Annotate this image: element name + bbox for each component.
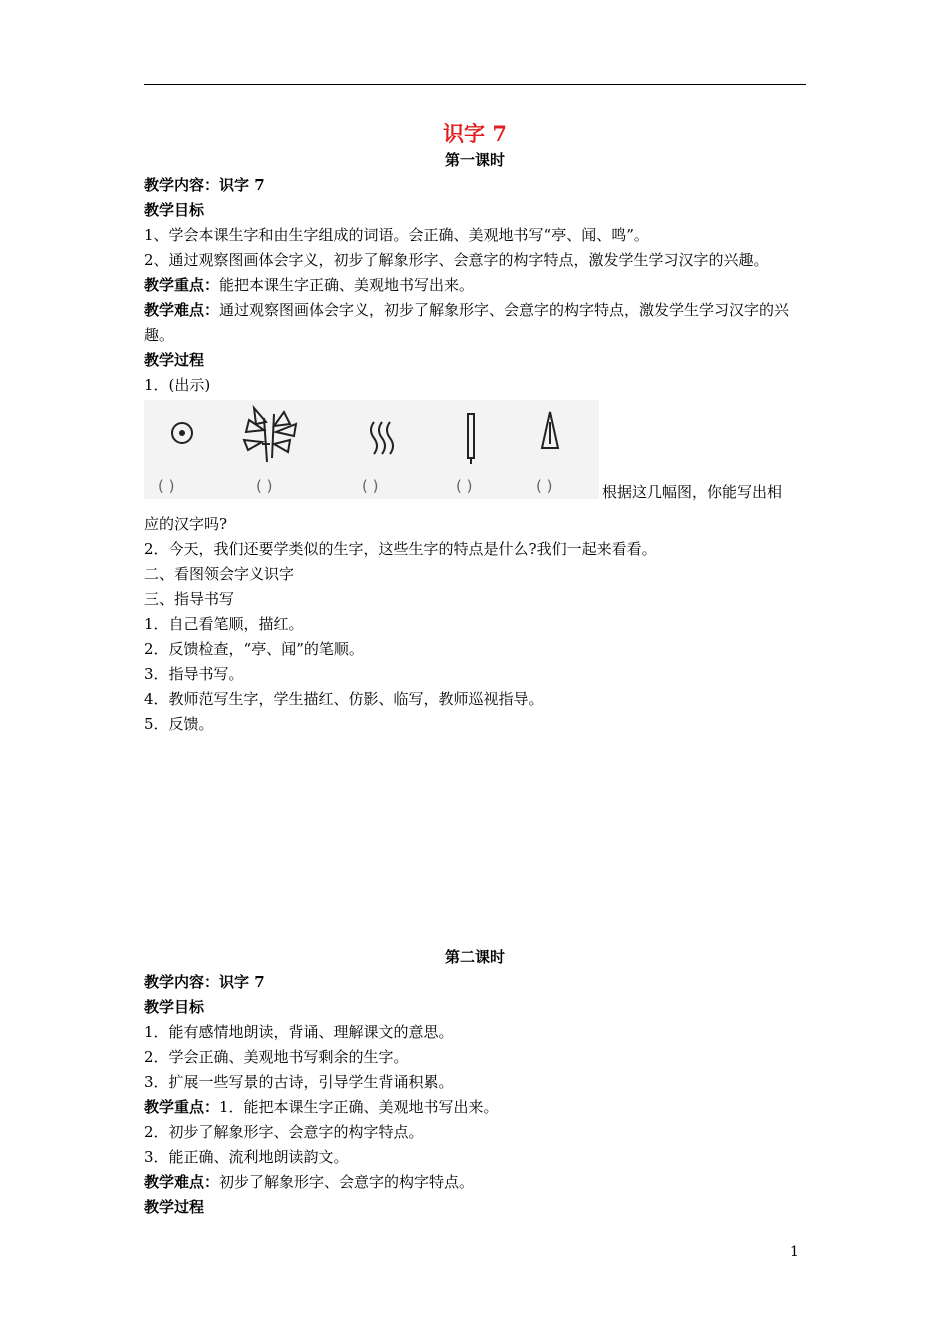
section-3: 三、指导书写 <box>144 590 235 608</box>
writing-step-2: 2．反馈检查，“亭、闻”的笔顺。 <box>144 640 364 658</box>
lesson2-key <box>144 1095 806 1120</box>
lesson2-goals-label: 教学目标 <box>144 998 205 1016</box>
lesson2-goal-3: 3．扩展一些写景的古诗，引导学生背诵积累。 <box>144 1073 454 1091</box>
section-2: 二、看图领会字义识字 <box>144 565 295 583</box>
key-value: 能把本课生字正确、美观地书写出来。 <box>219 276 475 294</box>
lesson1-content <box>144 173 806 198</box>
blank-parens-5: ( ) <box>536 477 553 495</box>
pictograph-row <box>144 400 806 500</box>
lesson1-goal-1: 1、学会本课生字和由生字组成的词语。会正确、美观地书写“亭、闻、鸣”。 <box>144 226 649 244</box>
lesson2-heading: 第二课时 <box>444 948 505 966</box>
spacer <box>144 737 806 945</box>
content-value: 识字 7 <box>219 176 265 194</box>
blank-parens-1: ( ) <box>158 477 175 495</box>
page-number: 1 <box>790 1244 799 1260</box>
header-rule <box>144 84 806 85</box>
document-body <box>144 120 806 1220</box>
stick-pictograph-icon <box>468 414 474 464</box>
figure-caption-b: 应的汉字吗? <box>144 515 228 533</box>
lesson2-process-label: 教学过程 <box>144 1198 205 1216</box>
writing-step-4: 4．教师范写生字，学生描红、仿影、临写，教师巡视指导。 <box>144 690 544 708</box>
difficulty-label: 教学难点： <box>144 1173 220 1191</box>
step-1: 1．(出示) <box>144 376 211 394</box>
writing-step-3: 3．指导书写。 <box>144 665 244 683</box>
lesson1-key <box>144 273 806 298</box>
document-title: 识字 7 <box>443 121 507 146</box>
key-label: 教学重点： <box>144 276 220 294</box>
blank-parens-2: ( ) <box>256 477 273 495</box>
writing-step-5: 5．反馈。 <box>144 715 214 733</box>
content-label: 教学内容： <box>144 973 220 991</box>
figure-caption-a: 根据这几幅图，你能写出相 <box>602 483 783 501</box>
lesson2-key-2: 2．初步了解象形字、会意字的构字特点。 <box>144 1123 424 1141</box>
lesson1-process-label: 教学过程 <box>144 351 205 369</box>
lesson1-goal-2: 2、通过观察图画体会字义，初步了解象形字、会意字的构字特点，激发学生学习汉字的兴趣。 <box>144 251 769 269</box>
difficulty-label: 教学难点： <box>144 301 220 319</box>
lesson1-goals-label: 教学目标 <box>144 201 205 219</box>
lesson2-difficulty <box>144 1170 806 1195</box>
key-label: 教学重点： <box>144 1098 220 1116</box>
sun-pictograph-icon <box>172 423 192 443</box>
key-item-1: 1．能把本课生字正确、美观地书写出来。 <box>219 1098 499 1116</box>
peak-pictograph-icon <box>542 412 558 448</box>
lesson1-heading: 第一课时 <box>444 151 505 169</box>
difficulty-value: 通过观察图画体会字义，初步了解象形字、会意字的构字特点，激发学生学习汉字的兴趣。 <box>144 301 790 344</box>
water-pictograph-icon <box>371 422 393 454</box>
lesson1-difficulty <box>144 298 806 348</box>
content-value: 识字 7 <box>219 973 265 991</box>
lesson2-goal-1: 1．能有感情地朗读，背诵、理解课文的意思。 <box>144 1023 454 1041</box>
difficulty-value: 初步了解象形字、会意字的构字特点。 <box>219 1173 475 1191</box>
step-2: 2．今天，我们还要学类似的生字，这些生字的特点是什么?我们一起来看看。 <box>144 540 657 558</box>
writing-step-1: 1．自己看笔顺，描红。 <box>144 615 304 633</box>
lesson2-content <box>144 970 806 995</box>
blank-parens-3: ( ) <box>362 477 379 495</box>
lesson2-goal-2: 2．学会正确、美观地书写剩余的生字。 <box>144 1048 409 1066</box>
content-label: 教学内容： <box>144 176 220 194</box>
blank-parens-4: ( ) <box>456 477 473 495</box>
bamboo-pictograph-icon <box>244 408 296 462</box>
lesson2-key-3: 3．能正确、流利地朗读韵文。 <box>144 1148 349 1166</box>
pictograph-figure <box>144 400 599 499</box>
